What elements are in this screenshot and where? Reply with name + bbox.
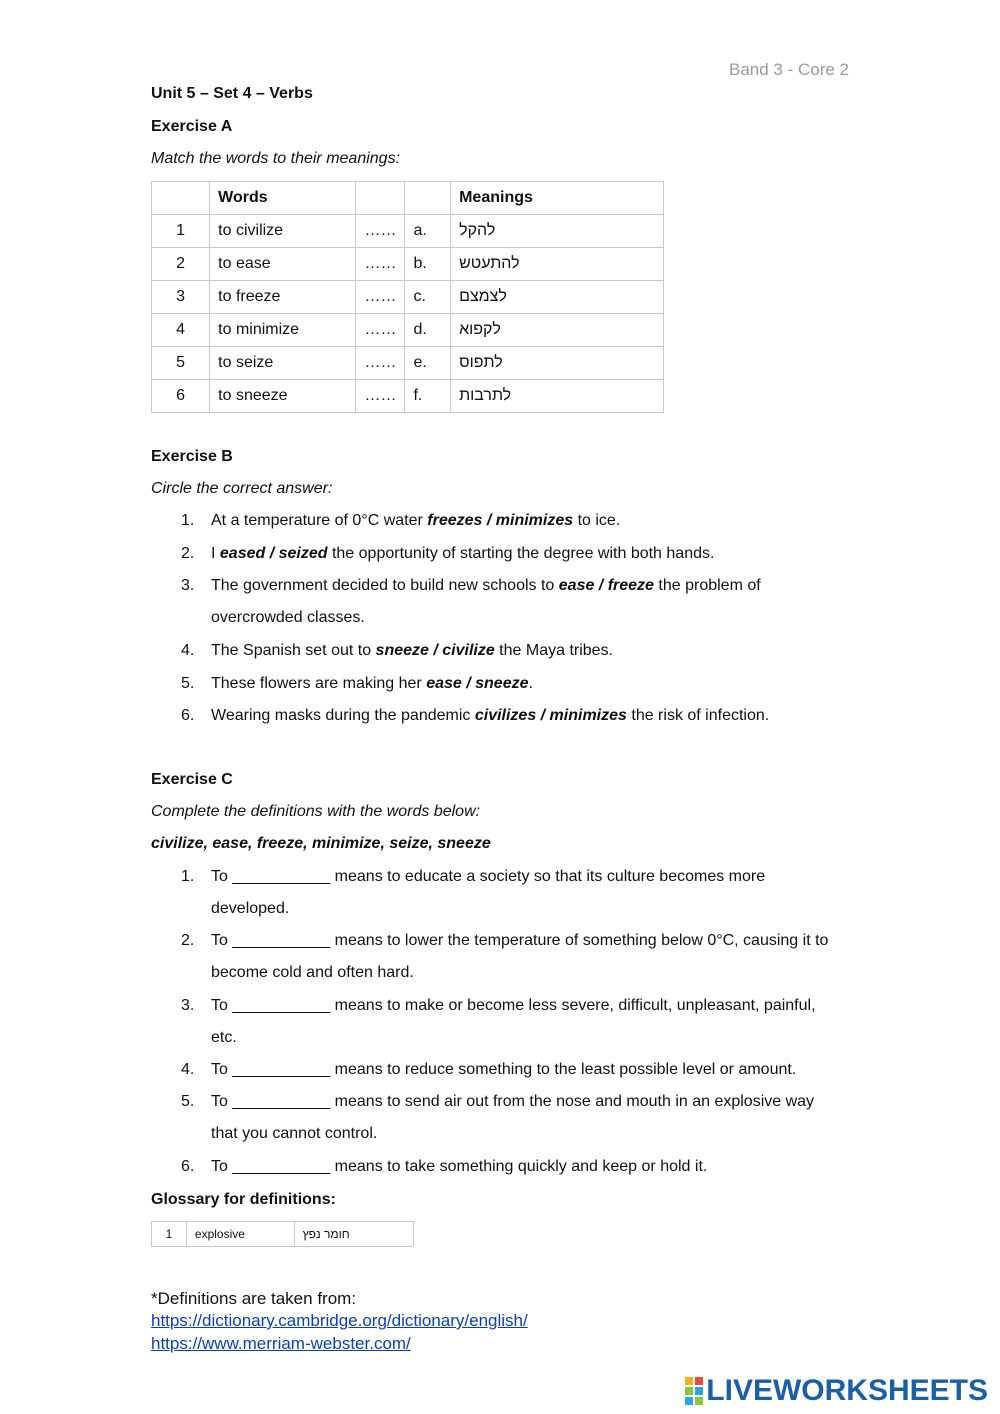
meaning-text: לתפוס [459, 354, 503, 371]
glossary-word: explosive [186, 1222, 294, 1247]
page-title: Unit 5 – Set 4 – Verbs [151, 85, 313, 102]
exercise-c-list [181, 867, 861, 1187]
header-cell [356, 182, 405, 215]
logo-mark-icon [685, 1377, 703, 1405]
answer-choice[interactable]: eased / seized [219, 545, 328, 562]
sentence-part: I [211, 545, 220, 562]
exercise-b-list [181, 511, 861, 741]
exercise-c-instruction: Complete the definitions with the words below: [151, 803, 481, 820]
header-band: Band 3 - Core 2 [728, 60, 849, 79]
table-row [152, 314, 664, 347]
table-row [152, 248, 664, 281]
meaning-text: חומר נפץ [302, 1227, 350, 1241]
table-row [152, 281, 664, 314]
sentence-part: to ice. [573, 512, 621, 529]
item-number: 5. [181, 675, 195, 692]
answer-blank[interactable]: …… [356, 248, 405, 281]
meaning-text: לצמצם [459, 288, 507, 305]
header-words: Words [210, 182, 356, 215]
glossary-meaning [294, 1222, 413, 1247]
glossary-table [151, 1221, 414, 1247]
row-meaning [451, 314, 664, 347]
exercise-b-heading: Exercise B [151, 448, 233, 465]
row-word: to seize [210, 347, 356, 380]
liveworksheets-logo [685, 1374, 988, 1408]
sentence-part: the problem of overcrowded classes. [211, 577, 761, 626]
item-number: 3. [181, 997, 195, 1014]
definition-text: To ___________ means to reduce something to the least possible level or amount. [211, 1061, 797, 1078]
sentence-part: At a temperature of 0°C water [211, 512, 428, 529]
exercise-a-instruction: Match the words to their meanings: [151, 150, 401, 167]
sources-note: *Definitions are taken from: [151, 1289, 357, 1308]
answer-choice[interactable]: ease / freeze [558, 577, 654, 594]
row-meaning [451, 215, 664, 248]
word-bank: civilize, ease, freeze, minimize, seize, sneeze [151, 835, 491, 852]
table-row [152, 380, 664, 413]
logo-text: LIVEWORKSHEETS [706, 1374, 988, 1407]
row-letter: e. [405, 347, 451, 380]
answer-blank[interactable]: …… [356, 314, 405, 347]
cambridge-link[interactable]: https://dictionary.cambridge.org/dictionary/english/ [151, 1311, 528, 1330]
row-letter: a. [405, 215, 451, 248]
header-cell [152, 182, 210, 215]
exercise-c-heading: Exercise C [151, 771, 233, 788]
answer-choice[interactable]: freezes / minimizes [427, 512, 574, 529]
item-number: 6. [181, 1158, 195, 1175]
item-number: 1. [181, 512, 195, 529]
row-word: to freeze [210, 281, 356, 314]
row-number: 5 [152, 347, 210, 380]
table-row [152, 1222, 414, 1247]
row-letter: f. [405, 380, 451, 413]
item-number: 4. [181, 642, 195, 659]
item-number: 4. [181, 1061, 195, 1078]
glossary-heading: Glossary for definitions: [151, 1191, 336, 1208]
sentence-part: the opportunity of starting the degree with both hands. [327, 545, 715, 562]
header-cell [405, 182, 451, 215]
meaning-text: לקפוא [459, 321, 501, 338]
definition-text: To ___________ means to educate a society so that its culture becomes more developed. [211, 868, 766, 917]
answer-choice[interactable]: civilizes / minimizes [474, 707, 627, 724]
row-number: 4 [152, 314, 210, 347]
merriam-webster-link[interactable]: https://www.merriam-webster.com/ [151, 1334, 411, 1353]
row-word: to sneeze [210, 380, 356, 413]
row-number: 1 [152, 215, 210, 248]
table-row [152, 215, 664, 248]
row-letter: d. [405, 314, 451, 347]
answer-choice[interactable]: sneeze / civilize [375, 642, 495, 659]
item-number: 3. [181, 577, 195, 594]
item-number: 2. [181, 932, 195, 949]
sentence-part: These flowers are making her [211, 675, 427, 692]
sentence-part: the Maya tribes. [494, 642, 614, 659]
matching-table [151, 181, 664, 413]
row-number: 1 [152, 1222, 187, 1247]
exercise-a-heading: Exercise A [151, 118, 233, 135]
row-word: to minimize [210, 314, 356, 347]
answer-blank[interactable]: …… [356, 347, 405, 380]
answer-blank[interactable]: …… [356, 380, 405, 413]
item-number: 1. [181, 868, 195, 885]
meaning-text: להקל [459, 222, 496, 239]
definition-text: To ___________ means to send air out from the nose and mouth in an explosive way that you cannot control. [211, 1093, 815, 1142]
row-number: 2 [152, 248, 210, 281]
table-header-row [152, 182, 664, 215]
item-number: 2. [181, 545, 195, 562]
row-word: to ease [210, 248, 356, 281]
row-letter: b. [405, 248, 451, 281]
sentence-part: The Spanish set out to [211, 642, 376, 659]
row-meaning [451, 380, 664, 413]
item-number: 6. [181, 707, 195, 724]
definition-text: To ___________ means to lower the temperature of something below 0°C, causing it to become cold and often hard. [211, 932, 829, 981]
definition-text: To ___________ means to take something quickly and keep or hold it. [211, 1158, 708, 1175]
meaning-text: להתעטש [459, 255, 520, 272]
sentence-part: the risk of infection. [626, 707, 770, 724]
row-letter: c. [405, 281, 451, 314]
meaning-text: לתרבות [459, 387, 512, 404]
answer-choice[interactable]: ease / sneeze [426, 675, 529, 692]
sentence-part: Wearing masks during the pandemic [211, 707, 475, 724]
row-meaning [451, 347, 664, 380]
sentence-part: The government decided to build new schools to [211, 577, 559, 594]
row-word: to civilize [210, 215, 356, 248]
row-meaning [451, 248, 664, 281]
row-number: 3 [152, 281, 210, 314]
item-number: 5. [181, 1093, 195, 1110]
table-row [152, 347, 664, 380]
sentence-part: . [528, 675, 533, 692]
exercise-b-instruction: Circle the correct answer: [151, 480, 333, 497]
row-meaning [451, 281, 664, 314]
answer-blank[interactable]: …… [356, 215, 405, 248]
header-meanings: Meanings [451, 182, 664, 215]
definition-text: To ___________ means to make or become less severe, difficult, unpleasant, painful, etc. [211, 997, 816, 1046]
row-number: 6 [152, 380, 210, 413]
answer-blank[interactable]: …… [356, 281, 405, 314]
